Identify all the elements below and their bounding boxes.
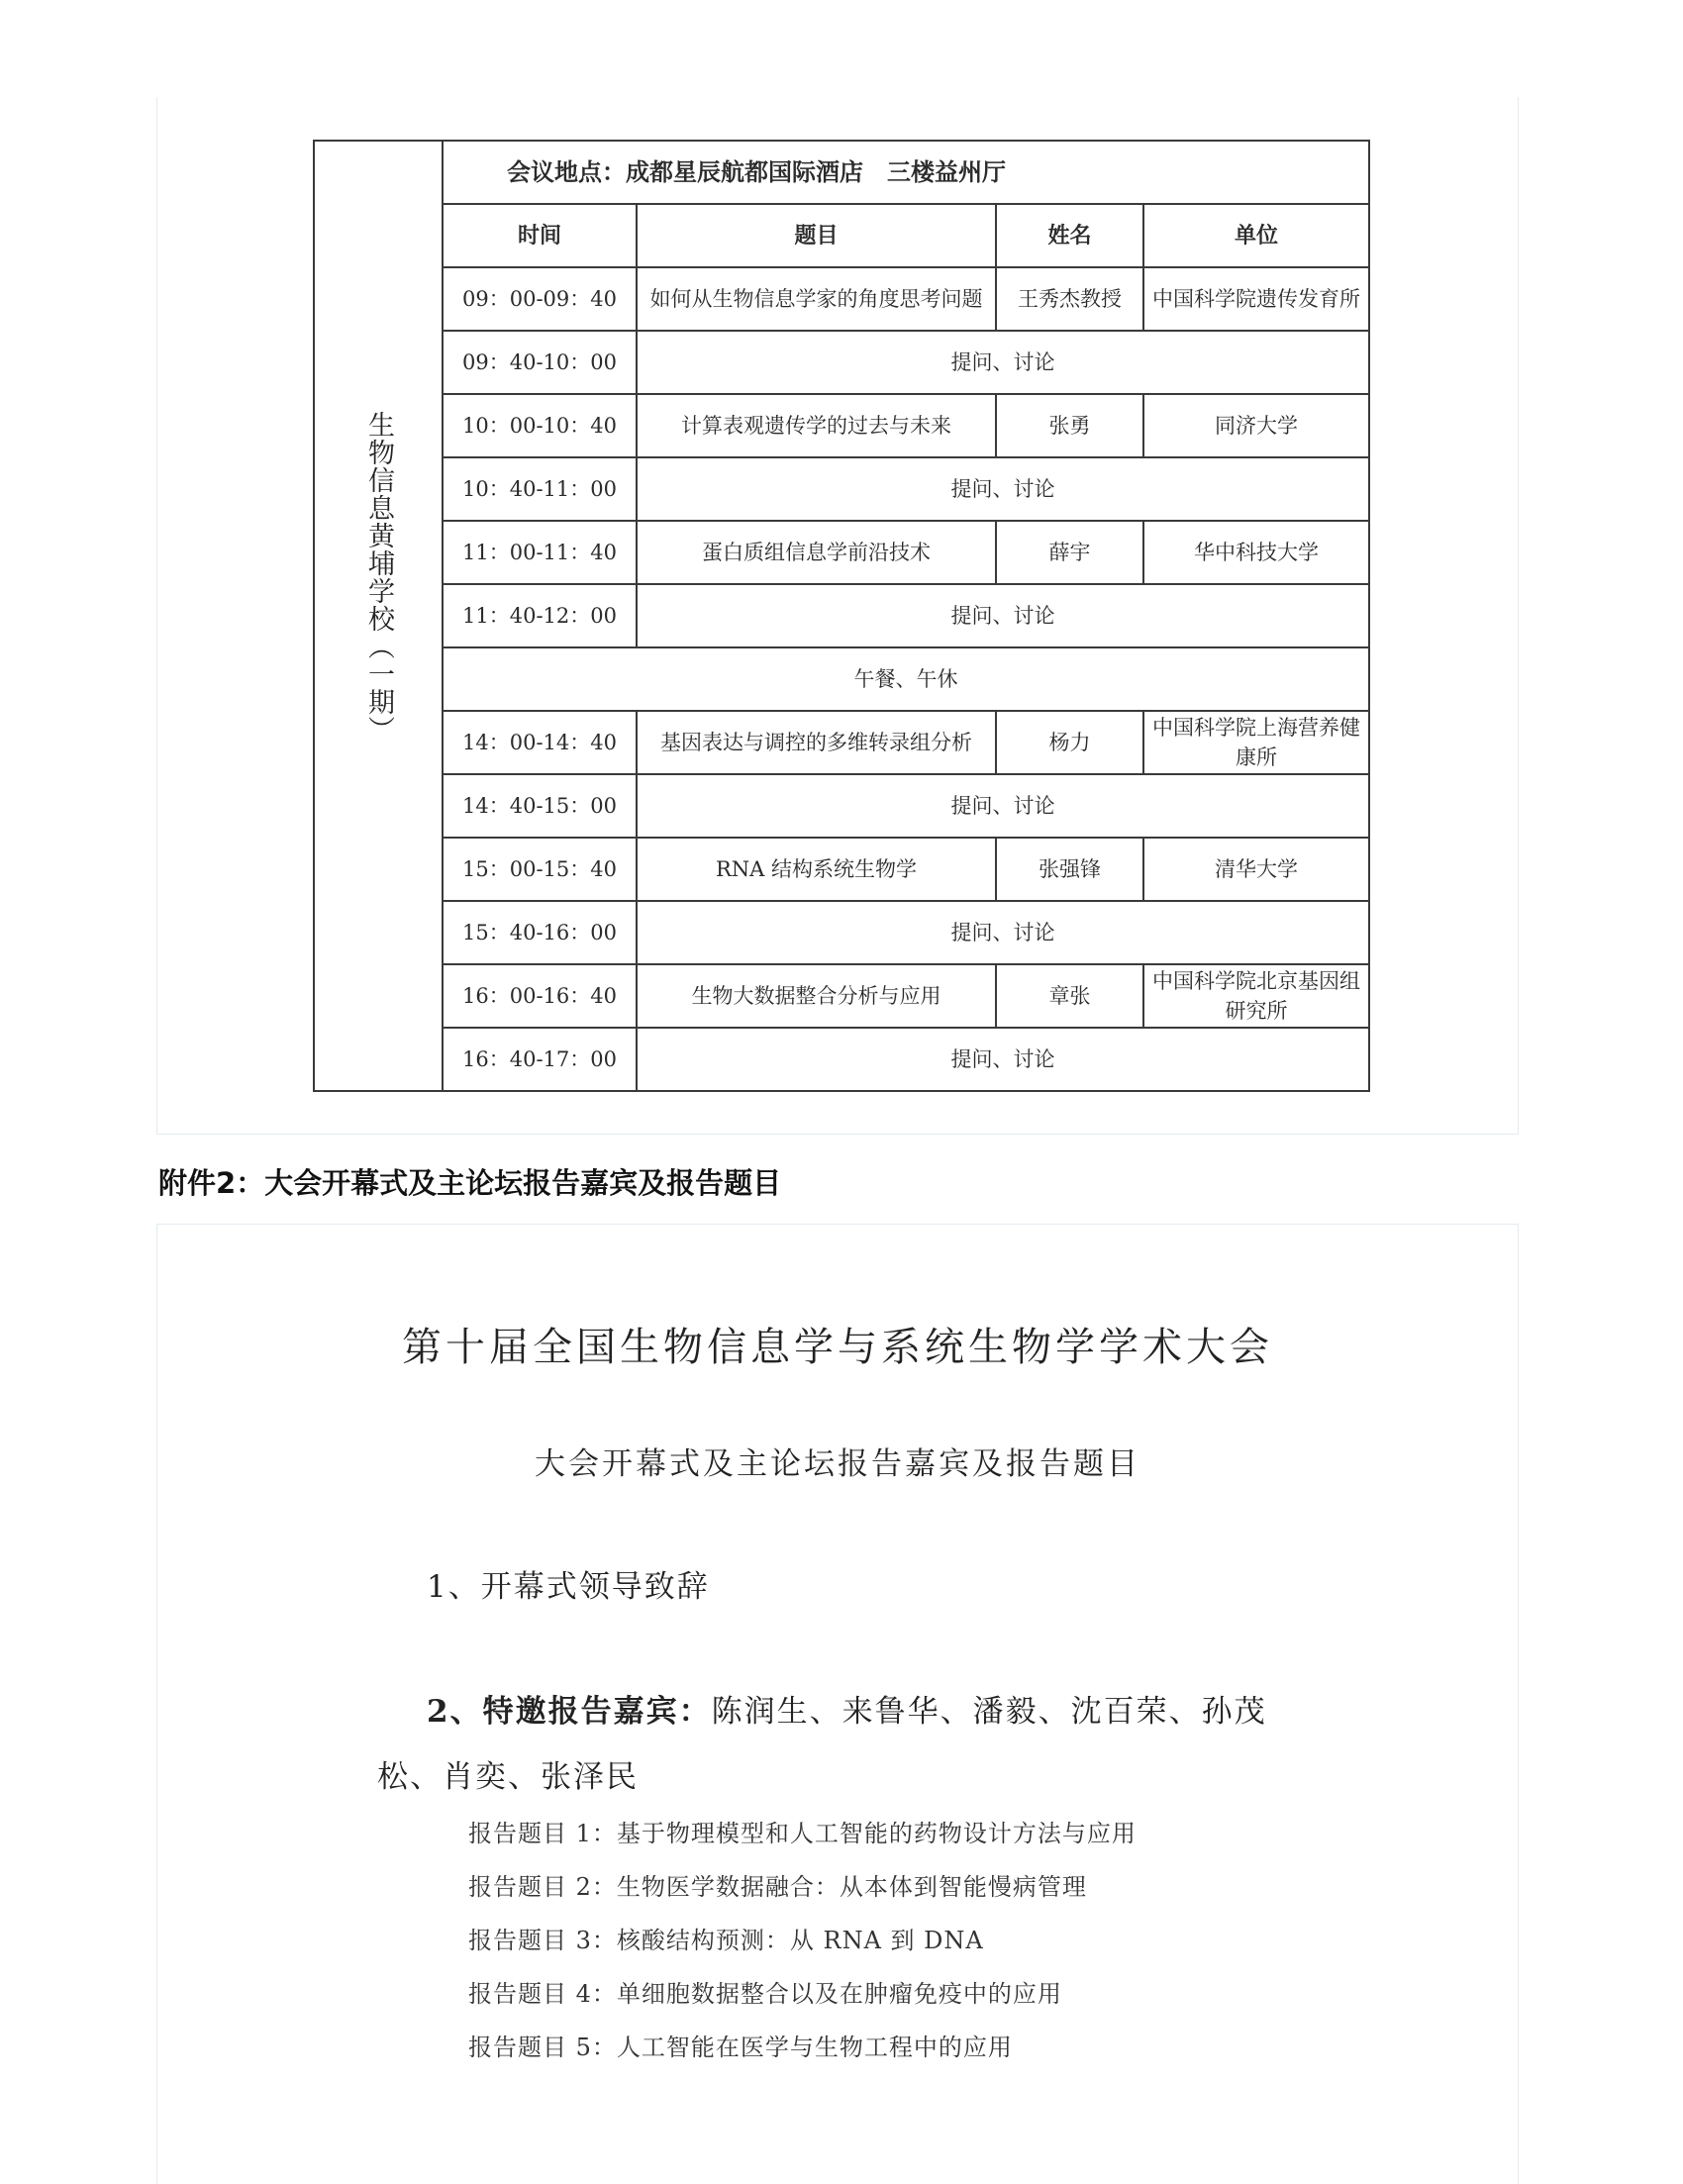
table-row — [314, 901, 1369, 964]
table-row — [314, 647, 1369, 711]
unit-cell: 中国科学院上海营养健康所 — [1143, 711, 1369, 774]
discussion-cell: 提问、讨论 — [637, 901, 1369, 964]
table-row — [314, 711, 1369, 774]
discussion-cell: 提问、讨论 — [637, 1028, 1369, 1091]
header-unit: 单位 — [1143, 204, 1369, 267]
side-label: 生物信息黄埔学校（一期） — [363, 411, 394, 744]
report-list — [468, 1807, 1137, 2074]
list-item: 报告题目 3：核酸结构预测：从 RNA 到 DNA — [468, 1927, 984, 1954]
table-row — [314, 141, 1369, 204]
topic-cell: 如何从生物信息学家的角度思考问题 — [637, 267, 996, 331]
table-row — [314, 457, 1369, 521]
time-cell: 14：00-14：40 — [443, 711, 637, 774]
topic-cell: 基因表达与调控的多维转录组分析 — [637, 711, 996, 774]
agenda-image-panel — [156, 1224, 1519, 2184]
speaker-cell: 章张 — [996, 964, 1143, 1028]
document-title: 第十届全国生物信息学与系统生物学学术大会 — [402, 1325, 1273, 1370]
table-header-row — [314, 204, 1369, 267]
table-row — [314, 838, 1369, 901]
time-cell: 15：40-16：00 — [443, 901, 637, 964]
invited-speakers-names: 陈润生、来鲁华、潘毅、沈百荣、孙茂 — [711, 1694, 1267, 1730]
time-cell: 16：00-16：40 — [443, 964, 637, 1028]
list-item: 报告题目 2：生物医学数据融合：从本体到智能慢病管理 — [468, 1873, 1087, 1901]
unit-cell: 清华大学 — [1143, 838, 1369, 901]
invited-speakers — [377, 1679, 1417, 1810]
time-cell: 15：00-15：40 — [443, 838, 637, 901]
header-time: 时间 — [443, 204, 637, 267]
speaker-cell: 杨力 — [996, 711, 1143, 774]
table-row — [314, 331, 1369, 394]
table-row — [314, 584, 1369, 647]
discussion-cell: 提问、讨论 — [637, 584, 1369, 647]
topic-cell: 计算表观遗传学的过去与未来 — [637, 394, 996, 457]
table-row — [314, 267, 1369, 331]
unit-cell: 同济大学 — [1143, 394, 1369, 457]
invited-speakers-label: 2、特邀报告嘉宾： — [427, 1694, 712, 1730]
header-topic: 题目 — [637, 204, 996, 267]
unit-cell: 中国科学院北京基因组研究所 — [1143, 964, 1369, 1028]
speaker-cell: 薛宇 — [996, 521, 1143, 584]
schedule-image-panel — [156, 97, 1519, 1135]
table-row — [314, 964, 1369, 1028]
speaker-cell: 王秀杰教授 — [996, 267, 1143, 331]
discussion-cell: 提问、讨论 — [637, 331, 1369, 394]
venue-cell: 会议地点：成都星辰航都国际酒店 三楼益州厅 — [443, 141, 1369, 204]
list-item: 报告题目 5：人工智能在医学与生物工程中的应用 — [468, 2034, 1013, 2061]
list-item: 报告题目 4：单细胞数据整合以及在肿瘤免疫中的应用 — [468, 1980, 1062, 2008]
discussion-cell: 提问、讨论 — [637, 774, 1369, 838]
unit-cell: 中国科学院遗传发育所 — [1143, 267, 1369, 331]
topic-cell: RNA 结构系统生物学 — [637, 838, 996, 901]
table-row — [314, 774, 1369, 838]
invited-speakers-names-cont: 松、肖奕、张泽民 — [377, 1759, 639, 1795]
speaker-cell: 张勇 — [996, 394, 1143, 457]
time-cell: 14：40-15：00 — [443, 774, 637, 838]
header-name: 姓名 — [996, 204, 1143, 267]
unit-cell: 华中科技大学 — [1143, 521, 1369, 584]
document-subtitle: 大会开幕式及主论坛报告嘉宾及报告题目 — [535, 1446, 1140, 1482]
discussion-cell: 提问、讨论 — [637, 457, 1369, 521]
speaker-cell: 张强锋 — [996, 838, 1143, 901]
time-cell: 16：40-17：00 — [443, 1028, 637, 1091]
table-row — [314, 1028, 1369, 1091]
attachment-heading: 附件2：大会开幕式及主论坛报告嘉宾及报告题目 — [158, 1166, 782, 1200]
time-cell: 10：40-11：00 — [443, 457, 637, 521]
break-cell: 午餐、午休 — [443, 647, 1369, 711]
time-cell: 11：40-12：00 — [443, 584, 637, 647]
opening-item: 1、开幕式领导致辞 — [427, 1569, 710, 1605]
table-row — [314, 394, 1369, 457]
side-label-cell — [314, 141, 443, 1091]
time-cell: 09：00-09：40 — [443, 267, 637, 331]
time-cell: 09：40-10：00 — [443, 331, 637, 394]
topic-cell: 蛋白质组信息学前沿技术 — [637, 521, 996, 584]
topic-cell: 生物大数据整合分析与应用 — [637, 964, 996, 1028]
schedule-table — [313, 140, 1370, 1092]
time-cell: 10：00-10：40 — [443, 394, 637, 457]
table-row — [314, 521, 1369, 584]
list-item: 报告题目 1：基于物理模型和人工智能的药物设计方法与应用 — [468, 1820, 1137, 1847]
time-cell: 11：00-11：40 — [443, 521, 637, 584]
